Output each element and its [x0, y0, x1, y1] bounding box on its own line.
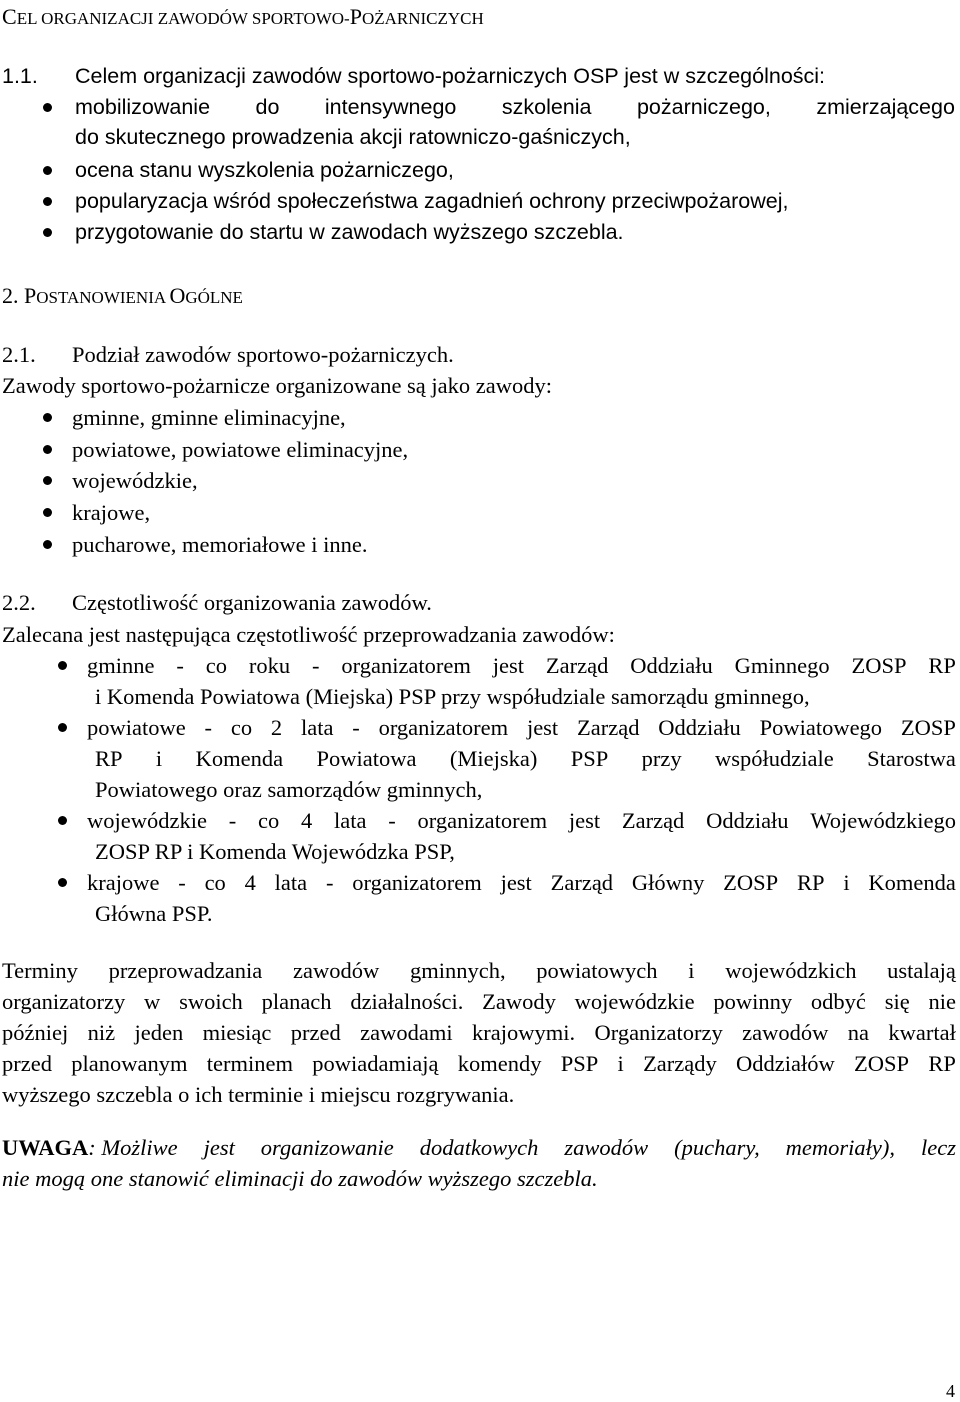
word: RP — [928, 1051, 956, 1076]
word: się — [884, 989, 910, 1014]
list-item-line — [87, 717, 956, 740]
word: lecz — [920, 1135, 956, 1160]
list-item-line — [87, 872, 956, 895]
bullet-icon — [43, 508, 52, 517]
section-2-2-title: Częstotliwość organizowania zawodów. — [72, 590, 432, 615]
bullet-icon — [58, 816, 67, 825]
word: - — [204, 715, 213, 740]
word: organizatorem — [378, 715, 509, 740]
word: nie — [928, 989, 956, 1014]
word: - — [352, 715, 360, 740]
word: odbyć — [810, 989, 866, 1014]
bullet-icon — [43, 540, 52, 549]
bullet-icon — [58, 878, 67, 887]
word: działalności. — [350, 989, 464, 1014]
word: lata — [300, 715, 334, 740]
word: swoich — [179, 989, 243, 1014]
word: planach — [261, 989, 332, 1014]
list-item-line — [75, 97, 955, 119]
page-number: 4 — [946, 1381, 955, 1401]
note-line — [2, 1137, 956, 1160]
word: PSP — [560, 1051, 599, 1076]
word: lata — [334, 808, 367, 833]
word: krajowymi. — [471, 1020, 576, 1045]
word: 4 — [301, 808, 313, 833]
word: gminnych, — [409, 958, 506, 983]
section-2-1-intro: Zawody sportowo-pożarnicze organizowane są jako zawody: — [2, 373, 553, 398]
word: przeprowadzania — [108, 958, 263, 983]
word: do — [255, 95, 280, 119]
title-part: EL ORGANIZACJI ZAWODÓW SPORTOWO- — [16, 9, 350, 28]
word: miesiąc — [202, 1020, 272, 1045]
word: Powiatowego — [759, 715, 883, 740]
title-part-2: OŻARNICZYCH — [361, 9, 484, 28]
list-item-continuation: i Komenda Powiatowa (Miejska) PSP przy współudziale samorządu gminnego, — [95, 684, 810, 709]
word: przy — [641, 746, 682, 771]
word: krajowe — [87, 870, 160, 895]
word: 4 — [244, 870, 256, 895]
word: i — [688, 958, 695, 983]
list-item: gminne, gminne eliminacyjne, — [72, 405, 346, 430]
list-item-continuation: Powiatowego oraz samorządów gminnych, — [95, 777, 483, 802]
word: później — [2, 1020, 69, 1045]
word: ZOSP — [723, 870, 779, 895]
word: PSP — [570, 746, 609, 771]
section-number-1-1: 1.1. — [2, 64, 38, 88]
list-item: krajowe, — [72, 500, 151, 525]
document-title — [2, 6, 484, 28]
word: jest — [500, 870, 532, 895]
word: komendy — [457, 1051, 542, 1076]
word: zawodów — [742, 1020, 829, 1045]
list-item-continuation: ZOSP RP i Komenda Wojewódzka PSP, — [95, 839, 455, 864]
paragraph-line-last: wyższego szczebla o ich terminie i miejscu rozgrywania. — [2, 1082, 515, 1107]
word: (Miejska) — [449, 746, 538, 771]
word: organizowanie — [260, 1135, 394, 1160]
word: Organizatorzy — [594, 1020, 723, 1045]
word: Komenda — [868, 870, 956, 895]
word: powinny — [713, 989, 793, 1014]
word: Wojewódzkiego — [810, 808, 956, 833]
word: jeden — [134, 1020, 184, 1045]
list-item-line — [95, 748, 956, 771]
word: - — [325, 870, 334, 895]
list-item: wojewódzkie, — [72, 468, 198, 493]
word: Zarządy — [643, 1051, 717, 1076]
word: jest — [526, 715, 559, 740]
word: Komenda — [195, 746, 284, 771]
word: ustalają — [887, 958, 956, 983]
note-lead — [2, 1137, 178, 1160]
word: co — [258, 808, 280, 833]
word: Oddziału — [706, 808, 789, 833]
word: RP — [928, 653, 956, 678]
bullet-icon — [58, 661, 67, 670]
word: współudziale — [715, 746, 834, 771]
word: - — [312, 653, 320, 678]
paragraph-line — [2, 1022, 956, 1045]
word: co — [204, 870, 226, 895]
word: RP — [95, 746, 123, 771]
word: Terminy — [2, 958, 78, 983]
bullet-icon — [43, 413, 52, 422]
word: organizatorzy — [2, 989, 126, 1014]
list-item-line — [87, 655, 956, 678]
section-number-2-1: 2.1. — [2, 342, 36, 367]
word: powiatowych — [536, 958, 658, 983]
list-item-continuation: do skutecznego prowadzenia akcji ratowniczo-gaśniczych, — [75, 125, 631, 149]
word: przed — [2, 1051, 52, 1076]
word: Zarząd — [621, 808, 685, 833]
word: jest — [492, 653, 525, 678]
word: mobilizowanie — [75, 95, 211, 119]
word: dodatkowych — [419, 1135, 539, 1160]
section-number-2: 2. — [2, 283, 19, 308]
word: zmierzającego — [816, 95, 955, 119]
word: Gminnego — [734, 653, 830, 678]
word: i — [843, 870, 850, 895]
word: (puchary, — [674, 1135, 760, 1160]
word: Zarząd — [577, 715, 640, 740]
word: intensywnego — [324, 95, 457, 119]
heading-part-2: GÓLNE — [185, 288, 243, 307]
word: ZOSP — [854, 1051, 910, 1076]
word: powiatowe — [87, 715, 186, 740]
word: Główny — [631, 870, 705, 895]
note-line-2: nie mogą one stanowić eliminacji do zawodów wyższego szczebla. — [2, 1166, 598, 1191]
word: jest — [568, 808, 601, 833]
section-heading-2 — [2, 285, 243, 307]
word: jest — [203, 1135, 235, 1160]
word: lata — [274, 870, 308, 895]
list-item: powiatowe, powiatowe eliminacyjne, — [72, 437, 409, 462]
list-item-continuation: Główna PSP. — [95, 901, 213, 926]
word: organizatorem — [352, 870, 482, 895]
bullet-icon — [43, 103, 52, 112]
word: - — [178, 870, 186, 895]
word: - — [388, 808, 396, 833]
bullet-icon — [58, 723, 67, 732]
list-item: pucharowe, memoriałowe i inne. — [72, 532, 368, 557]
word: szkolenia — [501, 95, 592, 119]
word: Starostwa — [867, 746, 956, 771]
word: co — [205, 653, 227, 678]
bullet-icon — [43, 476, 52, 485]
word: zawodami — [360, 1020, 453, 1045]
bullet-icon — [43, 166, 52, 175]
bullet-icon — [43, 197, 52, 206]
section-2-1-title: Podział zawodów sportowo-pożarniczych. — [72, 342, 454, 367]
paragraph-line — [2, 960, 956, 983]
word: zawodów — [564, 1135, 649, 1160]
section-number-2-2: 2.2. — [2, 590, 36, 615]
bullet-icon — [43, 228, 52, 237]
note-label: UWAGA — [2, 1135, 89, 1160]
title-initial-2: P — [349, 4, 362, 29]
word: Zarząd — [550, 870, 614, 895]
word: pożarniczego, — [636, 95, 771, 119]
word: gminne — [87, 653, 155, 678]
word: ZOSP — [851, 653, 907, 678]
heading-initial-2: O — [169, 283, 186, 308]
word: ZOSP — [900, 715, 956, 740]
word: i — [155, 746, 163, 771]
word: organizatorem — [341, 653, 471, 678]
word: terminem — [206, 1051, 293, 1076]
word: : Możliwe — [88, 1135, 178, 1160]
word: Oddziału — [658, 715, 741, 740]
word: co — [230, 715, 253, 740]
word: wojewódzkie — [87, 808, 207, 833]
word: Oddziału — [630, 653, 713, 678]
word: kwartał — [888, 1020, 956, 1045]
word: powiadamiają — [312, 1051, 439, 1076]
word: Powiatowa — [316, 746, 417, 771]
heading-initial: P — [24, 283, 37, 308]
word: przed — [290, 1020, 341, 1045]
word: roku — [248, 653, 291, 678]
list-item: popularyzacja wśród społeczeństwa zagadnień ochrony przeciwpożarowej, — [75, 189, 789, 213]
list-item: przygotowanie do startu w zawodach wyższego szczebla. — [75, 220, 624, 244]
section-1-1-intro: Celem organizacji zawodów sportowo-pożarniczych OSP jest w szczególności: — [75, 64, 826, 88]
word: memoriały), — [785, 1135, 896, 1160]
paragraph-line — [2, 991, 956, 1014]
heading-part: OSTANOWIENIA — [36, 288, 170, 307]
bullet-icon — [43, 445, 52, 454]
word: - — [228, 808, 237, 833]
word: zawodów — [293, 958, 380, 983]
word: 2 — [270, 715, 283, 740]
title-initial: C — [2, 4, 17, 29]
word: planowanym — [71, 1051, 188, 1076]
word: Zarząd — [545, 653, 609, 678]
word: w — [144, 989, 161, 1014]
list-item-line — [87, 810, 956, 833]
word: Oddziałów — [736, 1051, 835, 1076]
word: Zawody — [482, 989, 556, 1014]
word: na — [847, 1020, 870, 1045]
word: wojewódzkie — [574, 989, 695, 1014]
section-2-2-intro: Zalecana jest następująca częstotliwość przeprowadzania zawodów: — [2, 622, 615, 647]
paragraph-line — [2, 1053, 956, 1076]
word: wojewódzkich — [725, 958, 857, 983]
list-item: ocena stanu wyszkolenia pożarniczego, — [75, 158, 454, 182]
word: - — [176, 653, 184, 678]
word: RP — [796, 870, 825, 895]
word: niż — [87, 1020, 116, 1045]
word: organizatorem — [417, 808, 548, 833]
word: i — [617, 1051, 624, 1076]
